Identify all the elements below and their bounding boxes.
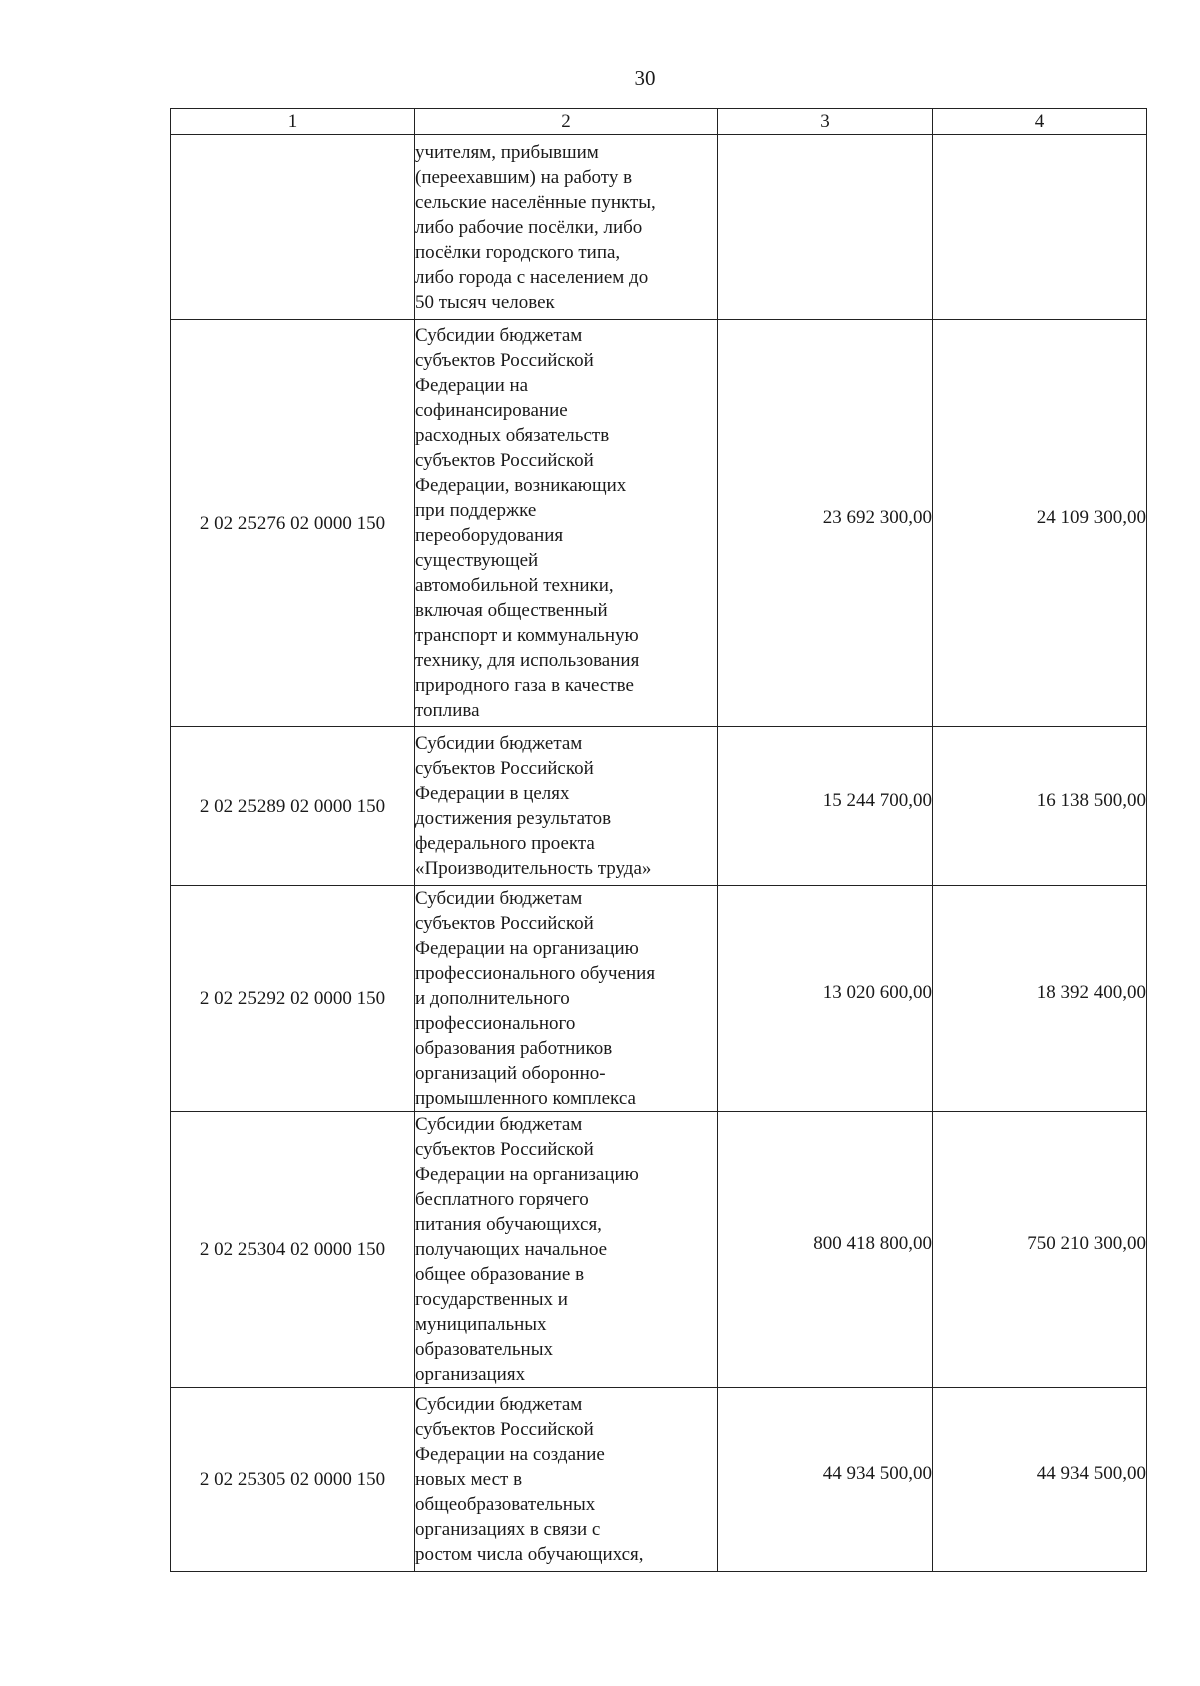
description-line: Федерации в целях — [415, 783, 570, 804]
amount-column-4-cell — [933, 320, 1147, 727]
column-header-1: 1 — [171, 109, 415, 135]
amount-column-3-cell — [718, 727, 933, 886]
amount-value: 750 210 300,00 — [1027, 1233, 1146, 1254]
description-line: организаций оборонно- — [415, 1063, 606, 1084]
description-line: при поддержке — [415, 500, 537, 521]
description-line: субъектов Российской — [415, 450, 594, 471]
description-line: либо города с населением до — [415, 266, 649, 288]
table-row — [171, 886, 1147, 1112]
description-line: Федерации на организацию — [415, 1164, 639, 1185]
description-line: существующей — [415, 550, 539, 571]
column-header-3: 3 — [718, 109, 933, 135]
budget-code-cell: 2 02 25289 02 0000 150 — [171, 727, 415, 886]
description-line: автомобильной техники, — [415, 575, 614, 596]
amount-value: 18 392 400,00 — [1036, 982, 1146, 1003]
description-line: субъектов Российской — [415, 913, 594, 934]
description-line: организациях — [415, 1364, 526, 1385]
description-line: субъектов Российской — [415, 1419, 594, 1440]
table-row — [171, 320, 1147, 727]
description-line: субъектов Российской — [415, 758, 594, 779]
description-text — [415, 731, 717, 881]
description-line: бесплатного горячего — [415, 1189, 589, 1210]
description-line: природного газа в качестве — [415, 675, 634, 696]
description-line: и дополнительного — [415, 988, 570, 1009]
budget-code-cell — [171, 135, 415, 320]
description-line: ростом числа обучающихся, — [415, 1544, 644, 1565]
description-line: Федерации, возникающих — [415, 475, 627, 496]
table-row — [171, 727, 1147, 886]
budget-code-cell: 2 02 25305 02 0000 150 — [171, 1388, 415, 1572]
amount-value: 44 934 500,00 — [822, 1463, 932, 1484]
description-cell — [415, 1112, 718, 1388]
description-line: Субсидии бюджетам — [415, 325, 583, 346]
description-cell — [415, 727, 718, 886]
description-line: включая общественный — [415, 600, 608, 621]
amount-column-4-cell — [933, 727, 1147, 886]
description-line: 50 тысяч человек — [415, 291, 555, 313]
description-line: Субсидии бюджетам — [415, 733, 583, 754]
amount-column-4-cell — [933, 135, 1147, 320]
description-line: достижения результатов — [415, 808, 612, 829]
description-line: сельские населённые пункты, — [415, 191, 656, 213]
amount-column-3-cell — [718, 135, 933, 320]
amount-column-3-cell — [718, 1112, 933, 1388]
description-line: транспорт и коммунальную — [415, 625, 639, 646]
description-line: (переехавшим) на работу в — [415, 166, 633, 188]
description-line: Федерации на организацию — [415, 938, 639, 959]
description-text — [415, 1392, 717, 1567]
description-line: субъектов Российской — [415, 1139, 594, 1160]
page-number: 30 — [634, 66, 656, 90]
description-text — [415, 886, 717, 1111]
column-header-2: 2 — [415, 109, 718, 135]
description-line: федерального проекта — [415, 833, 595, 854]
amount-value: 13 020 600,00 — [822, 982, 932, 1003]
description-line: общеобразовательных — [415, 1494, 596, 1515]
amount-value: 24 109 300,00 — [1036, 506, 1146, 528]
amount-value: 15 244 700,00 — [822, 789, 932, 811]
amount-column-3-cell — [718, 320, 933, 727]
description-line: топлива — [415, 700, 480, 721]
description-cell — [415, 135, 718, 320]
description-line: «Производительность труда» — [415, 858, 652, 879]
amount-column-4-cell — [933, 886, 1147, 1112]
description-line: либо рабочие посёлки, либо — [415, 216, 643, 238]
amount-column-3-cell — [718, 886, 933, 1112]
description-cell — [415, 1388, 718, 1572]
amount-column-4-cell — [933, 1112, 1147, 1388]
description-line: новых мест в — [415, 1469, 523, 1490]
description-line: субъектов Российской — [415, 350, 594, 371]
description-text — [415, 140, 717, 315]
description-line: Субсидии бюджетам — [415, 1114, 583, 1135]
budget-code-cell: 2 02 25292 02 0000 150 — [171, 886, 415, 1112]
description-line: Федерации на — [415, 375, 529, 396]
description-line: технику, для использования — [415, 650, 640, 671]
table-row — [171, 1388, 1147, 1572]
amount-value: 800 418 800,00 — [813, 1233, 932, 1254]
description-line: муниципальных — [415, 1314, 547, 1335]
description-line: получающих начальное — [415, 1239, 608, 1260]
description-line: питания обучающихся, — [415, 1214, 602, 1235]
table-row — [171, 135, 1147, 320]
description-line: переоборудования — [415, 525, 564, 546]
description-line: расходных обязательств — [415, 425, 610, 446]
header-row — [171, 109, 1147, 135]
description-line: посёлки городского типа, — [415, 241, 621, 263]
description-line: промышленного комплекса — [415, 1088, 636, 1109]
budget-code-cell: 2 02 25276 02 0000 150 — [171, 320, 415, 727]
description-line: государственных и — [415, 1289, 568, 1310]
column-header-4: 4 — [933, 109, 1147, 135]
description-line: образовательных — [415, 1339, 553, 1360]
amount-value: 44 934 500,00 — [1036, 1463, 1146, 1484]
budget-code-cell: 2 02 25304 02 0000 150 — [171, 1112, 415, 1388]
budget-table — [170, 108, 1147, 1572]
amount-column-4-cell — [933, 1388, 1147, 1572]
description-line: профессионального обучения — [415, 963, 656, 984]
description-line: общее образование в — [415, 1264, 585, 1285]
table-row — [171, 1112, 1147, 1388]
description-line: Федерации на создание — [415, 1444, 605, 1465]
description-line: Субсидии бюджетам — [415, 888, 583, 909]
description-cell — [415, 320, 718, 727]
amount-value: 16 138 500,00 — [1036, 789, 1146, 811]
description-line: организациях в связи с — [415, 1519, 601, 1540]
amount-column-3-cell — [718, 1388, 933, 1572]
description-line: образования работников — [415, 1038, 613, 1059]
description-line: профессионального — [415, 1013, 576, 1034]
description-cell — [415, 886, 718, 1112]
amount-value: 23 692 300,00 — [822, 506, 932, 528]
description-text — [415, 1112, 717, 1387]
description-line: Субсидии бюджетам — [415, 1394, 583, 1415]
description-line: учителям, прибывшим — [415, 141, 599, 163]
description-line: софинансирование — [415, 400, 568, 421]
description-text — [415, 323, 717, 723]
